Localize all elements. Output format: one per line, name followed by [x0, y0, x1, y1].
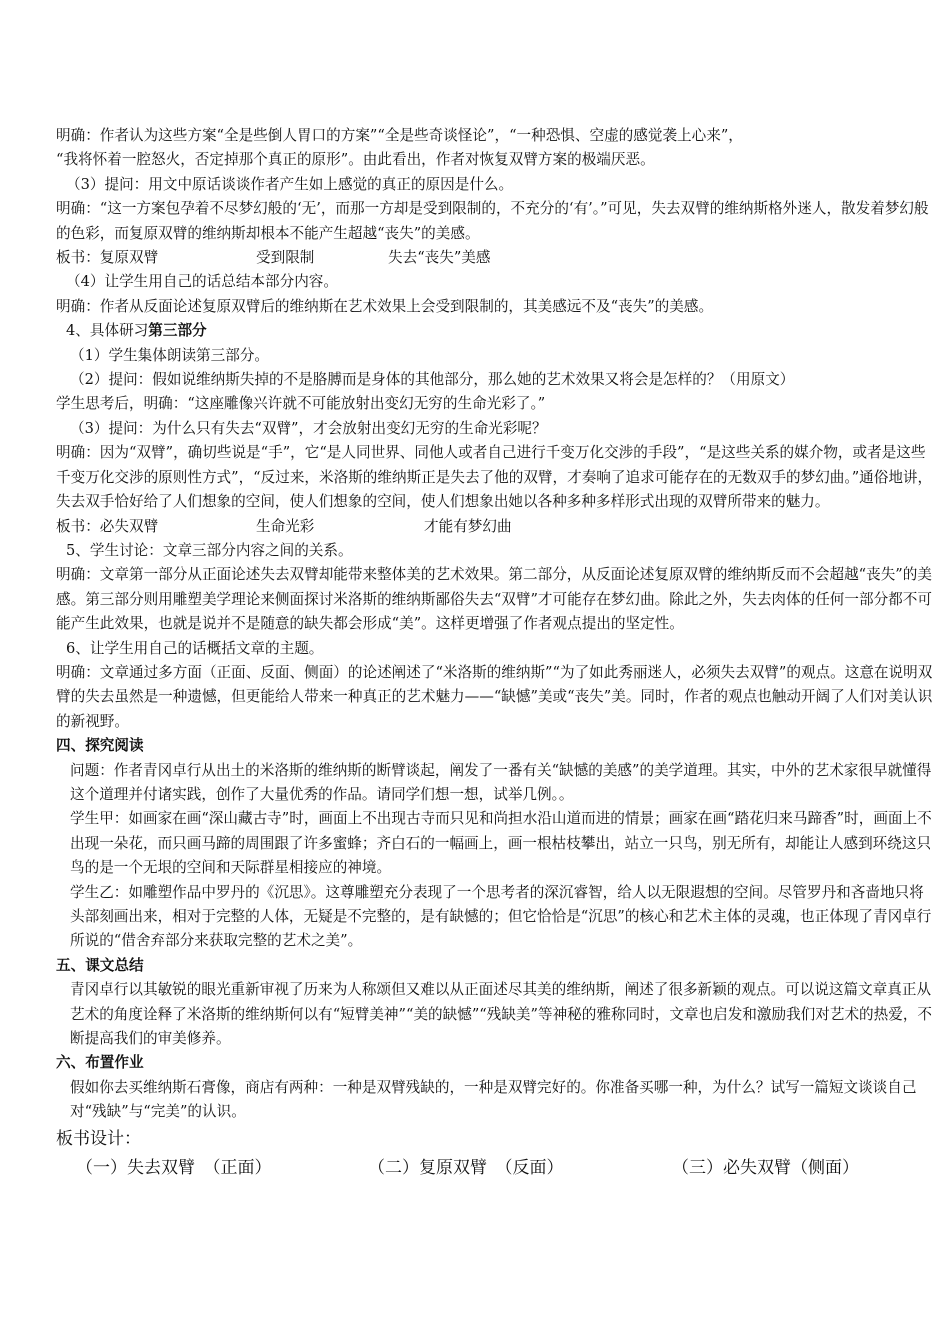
board-notes-2: [56, 515, 936, 539]
text-summary: 青冈卓行以其敏锐的眼光重新审视了历来为人称颂但又难以从正面述尽其美的维纳斯，阐述了很多新颖的观点。可以说这篇文章真正从艺术的角度诠释了米洛斯的维纳斯何以有“短臂美神”“美的缺憾”“残缺美”等神秘的雅称同时，文章也启发和激励我们对艺术的热爱，不断提高我们的审美修养。: [70, 981, 933, 1048]
document-page: [56, 124, 936, 1183]
heading-homework: 六、布置作业: [56, 1054, 144, 1072]
step-2-answer: 学生思考后，明确：“这座雕像兴许就不可能放射出变幻无穷的生命光彩了。”: [56, 395, 546, 413]
question-4-prompt: （4）让学生用自己的话总结本部分内容。: [66, 273, 338, 291]
board-design-item-3: （三）必失双臂（侧面）: [672, 1157, 859, 1178]
board-design-item-2: （二）复原双臂 （反面）: [368, 1157, 564, 1178]
board-design-item-1: （一）失去双臂 （正面）: [76, 1157, 272, 1178]
student-b-answer: 学生乙：如雕塑作品中罗丹的《沉思》。这尊雕塑充分表现了一个思考者的深沉睿智，给人以无限遐想的空间。尽管罗丹和吝啬地只将头部刻画出来，相对于完整的人体，无疑是不完整的，是有缺憾的；但它恰恰是“沉思”的核心和艺术主体的灵魂，也正体现了青冈卓行所说的“借舍弃部分来获取完整的艺术之美”。: [70, 883, 932, 950]
question-3-prompt: （3）提问：用文中原话谈谈作者产生如上感觉的真正的原因是什么。: [66, 175, 514, 193]
answer-3: 明确：“这一方案包孕着不尽梦幻般的‘无’，而那一方却是受到限制的，不充分的‘有’。”可见，失去双臂的维纳斯格外迷人，散发着梦幻般的色彩，而复原双臂的维纳斯却根本不能产生超越“丧失”的美感。: [56, 200, 929, 242]
homework-text: 假如你去买维纳斯石膏像，商店有两种：一种是双臂残缺的，一种是双臂完好的。你准备买哪一种，为什么？试写一篇短文谈谈自己对“残缺”与“完美”的认识。: [70, 1078, 917, 1121]
section-4-heading-bold: 第三部分: [148, 322, 207, 340]
discussion-5-answer: 明确：文章第一部分从正面论述失去双臂却能带来整体美的艺术效果。第二部分，从反面论述复原双臂的维纳斯反而不会超越“丧失”的美感。第三部分则用雕塑美学理论来侧面探讨米洛斯的维纳斯鄙俗失去“双臂”才可能存在梦幻曲。除此之外，失去肉体的任何一部分都不可能产生此效果，也就是说并不是随意的缺失都会形成“美”。这样更增强了作者观点提出的坚定性。: [56, 566, 932, 633]
heading-explore-reading: 四、探究阅读: [56, 737, 144, 755]
heading-text-summary: 五、课文总结: [56, 956, 144, 974]
board-design-title: 板书设计：: [56, 1128, 141, 1149]
step-2: （2）提问：假如说维纳斯失掉的不是胳膊而是身体的其他部分，那么她的艺术效果又将会是怎样的？（用原文）: [70, 371, 795, 389]
section-4-heading: [56, 319, 936, 343]
step-1: （1）学生集体朗读第三部分。: [70, 346, 270, 364]
discussion-5: 5、学生讨论：文章三部分内容之间的关系。: [66, 541, 353, 559]
board-design-row: [56, 1153, 936, 1183]
board-notes-1: [56, 246, 936, 270]
paragraph-line-2: “我将怀着一腔怒火，否定掉那个真正的原形”。由此看出，作者对恢复双臂方案的极端厌恶。: [56, 151, 655, 169]
board-1-middle: 受到限制: [256, 249, 315, 267]
summary-6-answer: 明确：文章通过多方面（正面、反面、侧面）的论述阐述了“米洛斯的维纳斯”“为了如此秀丽迷人，必须失去双臂”的观点。这意在说明双臂的失去虽然是一种遗憾，但更能给人带来一种真正的艺术魅力——“缺憾”美或“丧失”美。同时，作者的观点也触动开阔了人们对美认识的新视野。: [56, 663, 933, 730]
student-a-answer: 学生甲：如画家在画“深山藏古寺”时，画面上不出现古寺而只见和尚担水沿山道而进的情景；画家在画“踏花归来马蹄香”时，画面上不出现一朵花，而只画马蹄的周围跟了许多蜜蜂；齐白石的一幅画上，画一根枯枝攀出，站立一只鸟，别无所有，却能让人感到环绕这只鸟的是一个无垠的空间和天际群星相接应的神境。: [70, 810, 932, 877]
board-1-label: 板书：复原双臂: [56, 249, 159, 267]
board-2-label: 板书：必失双臂: [56, 517, 159, 535]
answer-4: 明确：作者从反面论述复原双臂后的维纳斯在艺术效果上会受到限制的，其美感远不及“丧失”的美感。: [56, 297, 714, 315]
step-3: （3）提问：为什么只有失去“双臂”，才会放射出变幻无穷的生命光彩呢？: [70, 419, 547, 437]
board-2-right: 才能有梦幻曲: [424, 517, 512, 535]
board-2-middle: 生命光彩: [256, 517, 315, 535]
step-3-answer: 明确：因为“双臂”，确切些说是“手”，它“是人同世界、同他人或者自己进行千变万化交涉的手段”，“是这些关系的媒介物，或者是这些千变万化交涉的原则性方式”，“反过来，米洛斯的维纳斯正是失去了他的双臂，才奏响了追求可能存在的无数双手的梦幻曲。”通俗地讲，失去双手恰好给了人们想象的空间，使人们想象的空间，使人们想象出她以各种多种多样形式出现的双臂所带来的魅力。: [56, 444, 933, 511]
section-4-heading-prefix: 4、具体研习: [66, 322, 149, 340]
explore-question: 问题：作者青冈卓行从出土的米洛斯的维纳斯的断臂谈起，阐发了一番有关“缺憾的美感”的美学道理。其实，中外的艺术家很早就懂得这个道理并付诸实践，创作了大量优秀的作品。请同学们想一想，试举几例。。: [70, 761, 932, 803]
paragraph-line-1: 明确：作者认为这些方案“全是些倒人胃口的方案”“全是些奇谈怪论”，“一种恐惧、空虚的感觉袭上心来”，: [56, 127, 743, 144]
summary-6: 6、让学生用自己的话概括文章的主题。: [66, 639, 324, 657]
board-1-right: 失去“丧失”美感: [388, 249, 491, 267]
